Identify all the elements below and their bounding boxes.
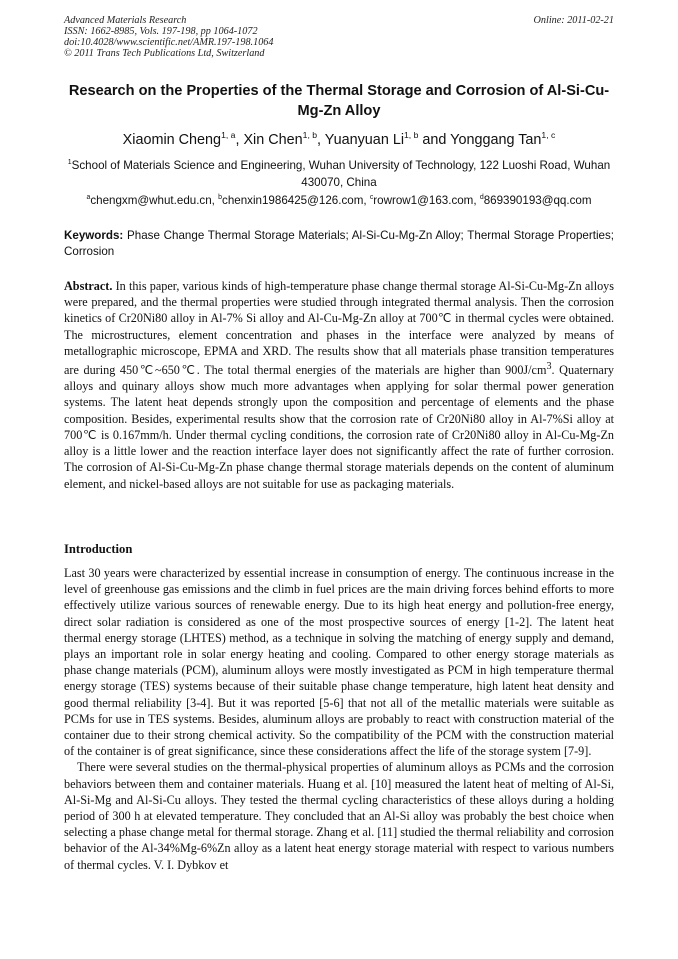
author-name: Xin Chen bbox=[243, 132, 303, 148]
author-affiliation-mark: 1, b bbox=[404, 130, 419, 141]
copyright-line: © 2011 Trans Tech Publications Ltd, Switzerland bbox=[64, 48, 265, 59]
affiliation bbox=[64, 157, 614, 191]
introduction-heading: Introduction bbox=[64, 542, 133, 556]
author-affiliation-mark: 1, c bbox=[541, 130, 556, 141]
abstract bbox=[64, 278, 614, 492]
email-list bbox=[64, 193, 614, 209]
email-address[interactable]: chengxm@whut.edu.cn, bbox=[90, 194, 215, 207]
author-conjunction: and bbox=[422, 132, 447, 148]
affiliation-text: School of Materials Science and Engineering, Wuhan University of Technology, 122 Luoshi Road, Wuhan 430070, China bbox=[71, 159, 611, 189]
email-address[interactable]: chenxin1986425@126.com, bbox=[222, 194, 367, 207]
email-mark: a bbox=[86, 194, 91, 202]
issn-line: ISSN: 1662-8985, Vols. 197-198, pp 1064-1072 bbox=[64, 26, 258, 37]
email-mark: d bbox=[479, 194, 484, 202]
abstract-label: Abstract. bbox=[64, 279, 113, 293]
abstract-superscript: 3 bbox=[546, 361, 552, 373]
keywords-label: Keywords: bbox=[64, 229, 124, 242]
email-address[interactable]: rowrow1@163.com, bbox=[373, 194, 477, 207]
affiliation-mark: 1 bbox=[67, 159, 72, 167]
paragraph: Last 30 years were characterized by essential increase in consumption of energy. The continuous increase in the level of greenhouse gas emissions and the climb in fuel prices are the main driving forces behind efforts to more effectively utilize various sources of renewable energy. Due to its high heat energy and pollution-free energy, direct solar radiation is considered as one of the most prospective sources of energy [1-2]. The latent heat thermal energy storage (LHTES) method, as a technique in solving the matching of energy supply and demand, plays an important role in solar energy heating and cooling. Compared to other energy storage materials as phase change materials (PCM), aluminum alloys were mostly investigated as PCM in high temperature thermal energy storage (TES) systems because of their suitable phase change temperature, high latent heat density and good thermal reliability [3-4]. But it was reported [5-6] that not all of the metallic materials were suitable as PCMs for use in TES systems. Besides, aluminum alloys are probably to react with construction material of the container due to their strong chemical activity. So the compatibility of the PCM with the construction material of the container is of great significance, since these considerations affect the life of the storage system [7-9]. bbox=[64, 566, 614, 759]
doi-link[interactable]: doi:10.4028/www.scientific.net/AMR.197-198.1064 bbox=[64, 37, 274, 48]
abstract-text-continued: . Quaternary alloys and quinary alloys show much more advantages when applying for solar thermal power generation systems. The latent heat depends strongly upon the composition and percentage of elements and the phase composition. Besides, experimental results show that the corrosion rate of Cr20Ni80 alloy in Al-7%Si alloy at 700℃ is 0.167mm/h. Under thermal cycling conditions, the corrosion rate of Cr20Ni80 alloy in Al-Cu-Mg-Zn alloy is a little lower and the reaction interface layer does not significantly affect the rate of further corrosion. The corrosion of Al-Si-Cu-Mg-Zn phase change thermal storage materials depends on the content of aluminum element, and nickel-based alloys are not suitable for use as packaging materials. bbox=[64, 363, 614, 491]
introduction-body bbox=[64, 565, 614, 873]
paragraph: There were several studies on the thermal-physical properties of aluminum alloys as PCMs and the corrosion behaviors between them and container materials. Huang et al. [10] measured the latent heat of melting of Al-Si, Al-Si-Mg and Al-Si-Cu alloys. They tested the thermal cycling characteristics of these alloys during a holding period of 300 h at elevated temperature. They concluded that an Al-Si alloy was probably the best choice when selecting a phase change metal for thermal storage. Zhang et al. [11] studied the thermal reliability and corrosion behavior of the Al-34%Mg-6%Zn alloy as a latent heat energy storage material with respect to various numbers of thermal cycles. V. I. Dybkov et bbox=[64, 760, 614, 872]
author-affiliation-mark: 1, a bbox=[221, 130, 236, 141]
author-list: Xiaomin Cheng$^{1, a}$, Xin Chen$^{1, b}$, Yuanyuan Li$^{1, b}$ and Yonggang Tan$^{1, c}$ bbox=[122, 130, 556, 148]
online-date: Online: 2011-02-21 bbox=[533, 15, 614, 26]
email-address[interactable]: 869390193@qq.com bbox=[483, 194, 592, 207]
email-mark: c bbox=[369, 194, 374, 202]
keywords bbox=[64, 228, 614, 260]
email-mark: b bbox=[218, 194, 223, 202]
journal-name: Advanced Materials Research bbox=[64, 15, 187, 26]
paper-title: Research on the Properties of the Thermal Storage and Corrosion of Al-Si-Cu-Mg-Zn Alloy bbox=[68, 83, 610, 119]
keywords-text: Phase Change Thermal Storage Materials; Al-Si-Cu-Mg-Zn Alloy; Thermal Storage Properties; Corrosion bbox=[64, 229, 614, 258]
author-affiliation-mark: 1, b bbox=[302, 130, 318, 141]
author-name: Xiaomin Cheng bbox=[122, 132, 222, 148]
abstract-text: In this paper, various kinds of high-temperature phase change thermal storage Al-Si-Cu-Mg-Zn alloys were prepared, and the thermal properties were studied through integrated thermal analysis. Then the corrosion kinetics of Cr20Ni80 alloy in Al-7% Si alloy and Al-Cu-Mg-Zn alloy at 700℃ in thermal cycles were obtained. The microstructures, element concentration and phases in the interface were analyzed by means of metallographic microscope, EPMA and XRD. The results show that all materials phase transition temperatures are during 450℃~650℃. The total thermal energies of the materials are higher than 900J/cm bbox=[64, 279, 615, 378]
author-name: Yuanyuan Li bbox=[324, 132, 405, 148]
author-name: Yonggang Tan bbox=[450, 132, 542, 148]
journal-header bbox=[64, 15, 273, 59]
